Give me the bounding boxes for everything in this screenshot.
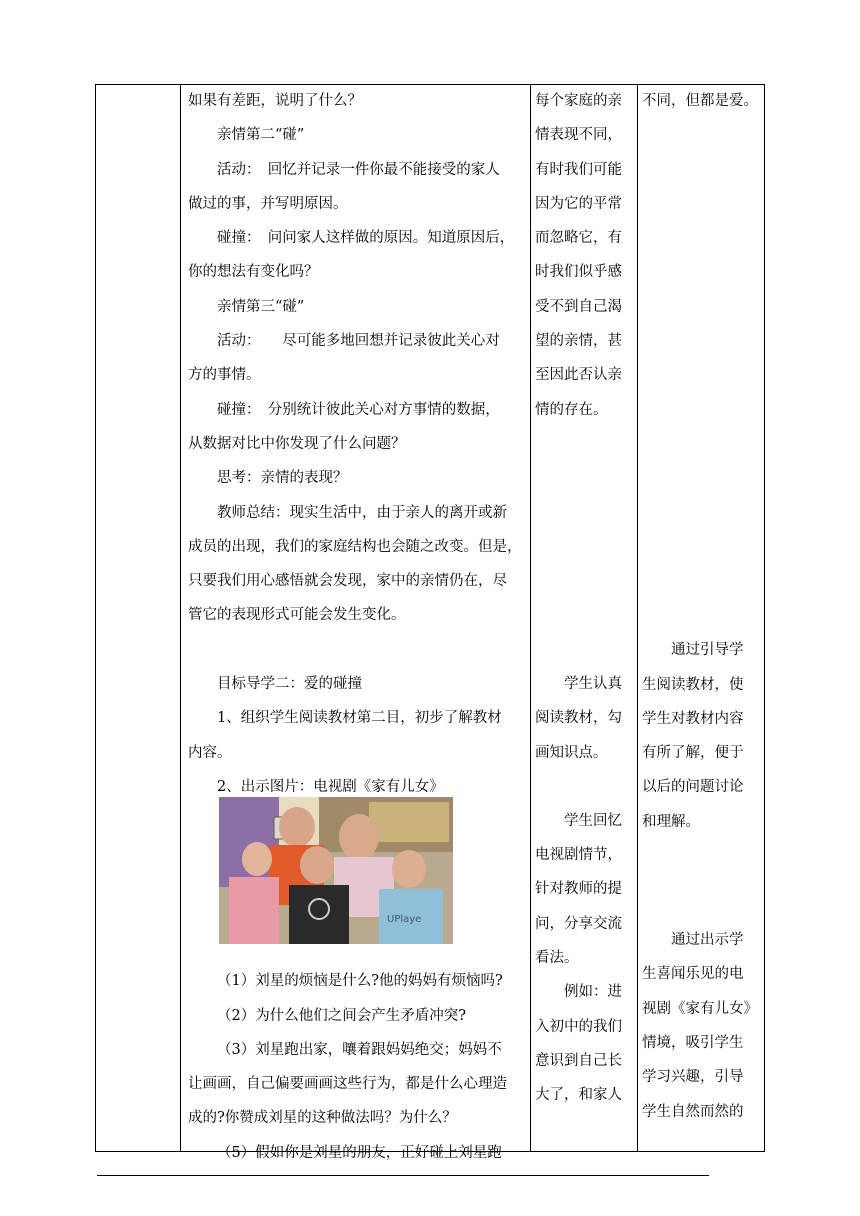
text-line: 如果有差距，说明了什么？ (188, 93, 362, 109)
blank-space (535, 770, 631, 804)
table-column-divider-2 (530, 84, 531, 1152)
text-line: 生喜闻乐见的电 (642, 966, 744, 983)
text-line: 有时我们可能 (535, 161, 622, 178)
blank-line (188, 633, 524, 667)
text-line: 方的事情。 (188, 367, 261, 384)
tv-series-photo (219, 797, 453, 944)
text-line: 阅读教材，勾 (535, 710, 622, 727)
text-line: 成的?你赞成刘星的这种做法吗？为什么？ (188, 1110, 457, 1127)
text-line: 和理解。 (642, 813, 700, 830)
text-line: （5）假如你是刘星的朋友，正好碰上刘星跑 (217, 1144, 502, 1161)
text-line: （3）刘星跑出家，嚷着跟妈妈绝交；妈妈不 (217, 1041, 502, 1058)
text-line: 情表现不同， (535, 127, 622, 144)
text-line: 视剧《家有儿女》 (642, 1000, 758, 1017)
text-line: 通过引导学 (671, 642, 744, 659)
text-line: 从数据对比中你发现了什么问题？ (188, 435, 406, 452)
text-line: （2）为什么他们之间会产生矛盾冲突? (217, 1007, 466, 1024)
text-line: 活动： 尽可能多地回想并记录彼此关心对 (217, 333, 500, 350)
design-intent-column (642, 84, 760, 1129)
text-line: 学生对教材内容 (642, 710, 744, 727)
section-heading: 目标导学二：爱的碰撞 (217, 676, 362, 693)
text-line: 只要我们用心感悟就会发现，家中的亲情仍在，尽 (188, 573, 507, 590)
footer-rule (97, 1175, 709, 1176)
text-line: 以后的问题讨论 (642, 779, 744, 796)
table-column-divider-1 (180, 84, 181, 1152)
text-line: 学习兴趣，引导 (642, 1069, 744, 1086)
text-line: 情境，吸引学生 (642, 1034, 744, 1051)
text-line: 电视剧情节， (535, 847, 622, 864)
text-line: 例如：进 (564, 984, 622, 1001)
teacher-activity-column (188, 84, 524, 1170)
text-line: 通过出示学 (671, 932, 744, 949)
text-line: 意识到自己长 (535, 1052, 622, 1069)
text-line: 碰撞： 问问家人这样做的原因。知道原因后， (217, 230, 515, 247)
text-line: 受不到自己渴 (535, 298, 622, 315)
text-line: 不同，但都是爱。 (642, 93, 758, 109)
blank-space (535, 427, 631, 667)
blank-space (642, 839, 760, 923)
student-activity-column (535, 84, 631, 1113)
text-line: 思考：亲情的表现？ (217, 470, 348, 487)
text-line: 大了，和家人 (535, 1087, 622, 1104)
text-line: 亲情第二“碰” (217, 127, 305, 144)
table-column-divider-3 (637, 84, 638, 1152)
blank-space (642, 118, 760, 633)
text-line: 学生自然而然的 (642, 1103, 744, 1120)
text-line: 看法。 (535, 950, 579, 967)
text-line: 做过的事，并写明原因。 (188, 195, 348, 212)
family-photo-illustration (219, 797, 453, 944)
text-line: 望的亲情，甚 (535, 333, 622, 350)
text-line: 因为它的平常 (535, 195, 622, 212)
text-line: 时我们似乎感 (535, 264, 622, 281)
text-line: 学生回忆 (564, 812, 622, 829)
text-line: 每个家庭的亲 (535, 93, 622, 109)
text-line: 画知识点。 (535, 744, 608, 761)
text-line: 碰撞： 分别统计彼此关心对方事情的数据， (217, 401, 500, 418)
text-line: 教师总结：现实生活中，由于亲人的离开或新 (217, 504, 507, 521)
text-line: 成员的出现，我们的家庭结构也会随之改变。但是， (188, 538, 522, 555)
text-line: 入初中的我们 (535, 1018, 622, 1035)
text-line: 内容。 (188, 744, 232, 761)
text-line: 亲情第三“碰” (217, 298, 305, 315)
text-line: 生阅读教材，使 (642, 676, 744, 693)
text-line: 有所了解，便于 (642, 745, 744, 762)
text-line: 让画画，自己偏要画画这些行为，都是什么心理造 (188, 1076, 507, 1093)
text-line: （1）刘星的烦恼是什么?他的妈妈有烦恼吗? (217, 973, 503, 990)
text-line: 2、出示图片：电视剧《家有儿女》 (217, 778, 444, 795)
text-line: 情的存在。 (535, 401, 608, 418)
text-line: 至因此否认亲 (535, 367, 622, 384)
text-line: 你的想法有变化吗？ (188, 264, 319, 281)
text-line: 1、组织学生阅读教材第二目，初步了解教材 (217, 710, 502, 727)
text-line: 管它的表现形式可能会发生变化。 (188, 607, 406, 624)
text-line: 学生认真 (564, 675, 622, 692)
text-line: 而忽略它，有 (535, 230, 622, 247)
text-line: 活动： 回忆并记录一件你最不能接受的家人 (217, 161, 500, 178)
shirt-print: UPlaye (387, 914, 422, 925)
text-line: 问，分享交流 (535, 915, 622, 932)
text-line: 针对教师的提 (535, 881, 622, 898)
